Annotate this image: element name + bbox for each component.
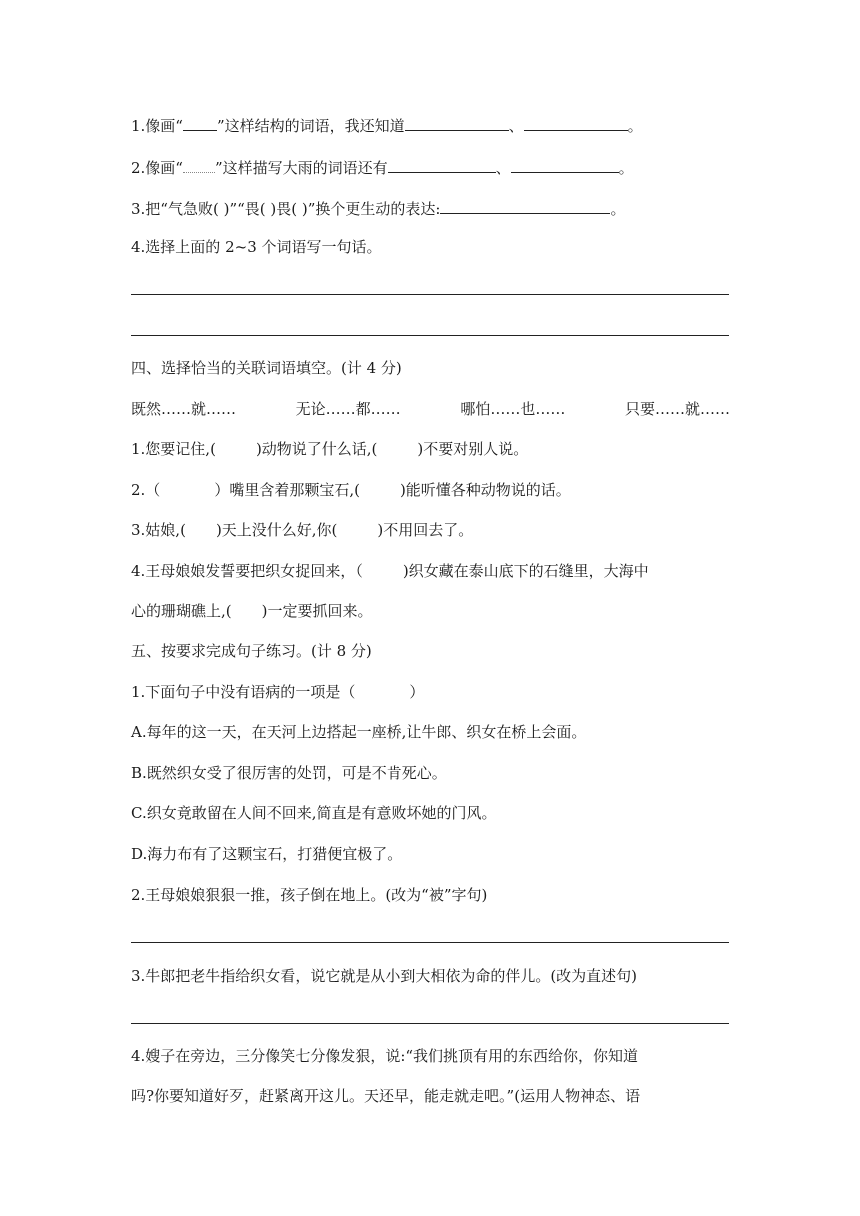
part5-q2-answer-line[interactable] <box>131 942 729 943</box>
part3-q3: 3.把“气急败( )”“畏( )畏( )”换个更生动的表达: 。 <box>131 197 730 219</box>
conj-option-1: 既然……就…… <box>131 400 237 418</box>
part5-q3: 3.牛郎把老牛指给织女看，说它就是从小到大相依为命的伴儿。(改为直述句) <box>131 967 638 985</box>
q3-answer-blank[interactable] <box>440 197 610 214</box>
part3-q1: 1.像画“ ”这样结构的词语，我还知道 、 。 <box>131 114 730 136</box>
q1-answer-blank-2[interactable] <box>524 114 628 131</box>
part4-heading: 四、选择恰当的关联词语填空。(计 4 分) <box>131 359 402 377</box>
q2-answer-blank-2[interactable] <box>511 156 619 173</box>
q1-answer-blank-1[interactable] <box>405 114 509 131</box>
part3-q2: 2.像画“ ”这样描写大雨的词语还有 、 。 <box>131 156 730 178</box>
part5-q4-line-2: 吗?你要知道好歹，赶紧离开这儿。天还早，能走就走吧。”(运用人物神态、语 <box>131 1087 641 1105</box>
part4-q4-line-2: 心的珊瑚礁上,( )一定要抓回来。 <box>131 602 373 620</box>
part4-q4-line-1: 4.王母娘娘发誓要把织女捉回来，（ )织女藏在泰山底下的石缝里，大海中 <box>131 562 649 580</box>
part5-option-c: C.织女竟敢留在人间不回来,简直是有意败坏她的门风。 <box>131 804 497 822</box>
part5-q4-line-1: 4.嫂子在旁边，三分像笑七分像发狠，说:“我们挑顶有用的东西给你，你知道 <box>131 1047 639 1065</box>
part5-option-b: B.既然织女受了很厉害的处罚，可是不肯死心。 <box>131 764 447 782</box>
part5-heading: 五、按要求完成句子练习。(计 8 分) <box>131 642 372 660</box>
q1-example-blank[interactable] <box>183 114 217 131</box>
q2-wavy-example <box>183 156 215 173</box>
q4-answer-line-1[interactable] <box>131 294 729 295</box>
part5-q2: 2.王母娘娘狠狠一推，孩子倒在地上。(改为“被”字句) <box>131 886 488 904</box>
part4-q1: 1.您要记住,( )动物说了什么话,( )不要对别人说。 <box>131 440 529 458</box>
part5-option-d: D.海力布有了这颗宝石，打猎便宜极了。 <box>131 845 403 863</box>
part5-q1: 1.下面句子中没有语病的一项是（ ） <box>131 683 425 701</box>
part4-q2: 2.（ ）嘴里含着那颗宝石,( )能听懂各种动物说的话。 <box>131 481 571 499</box>
q4-answer-line-2[interactable] <box>131 335 729 336</box>
q2-answer-blank-1[interactable] <box>388 156 496 173</box>
conj-option-2: 无论……都…… <box>295 400 401 418</box>
part5-q3-answer-line[interactable] <box>131 1023 729 1024</box>
conj-option-3: 哪怕……也…… <box>460 400 566 418</box>
part5-option-a: A.每年的这一天，在天河上边搭起一座桥,让牛郎、织女在桥上会面。 <box>131 723 587 741</box>
conj-option-4: 只要……就…… <box>624 400 730 418</box>
part3-q4: 4.选择上面的 2~3 个词语写一句话。 <box>131 238 382 256</box>
part4-option-list <box>131 398 730 420</box>
part4-q3: 3.姑娘,( )天上没什么好,你( )不用回去了。 <box>131 521 474 539</box>
